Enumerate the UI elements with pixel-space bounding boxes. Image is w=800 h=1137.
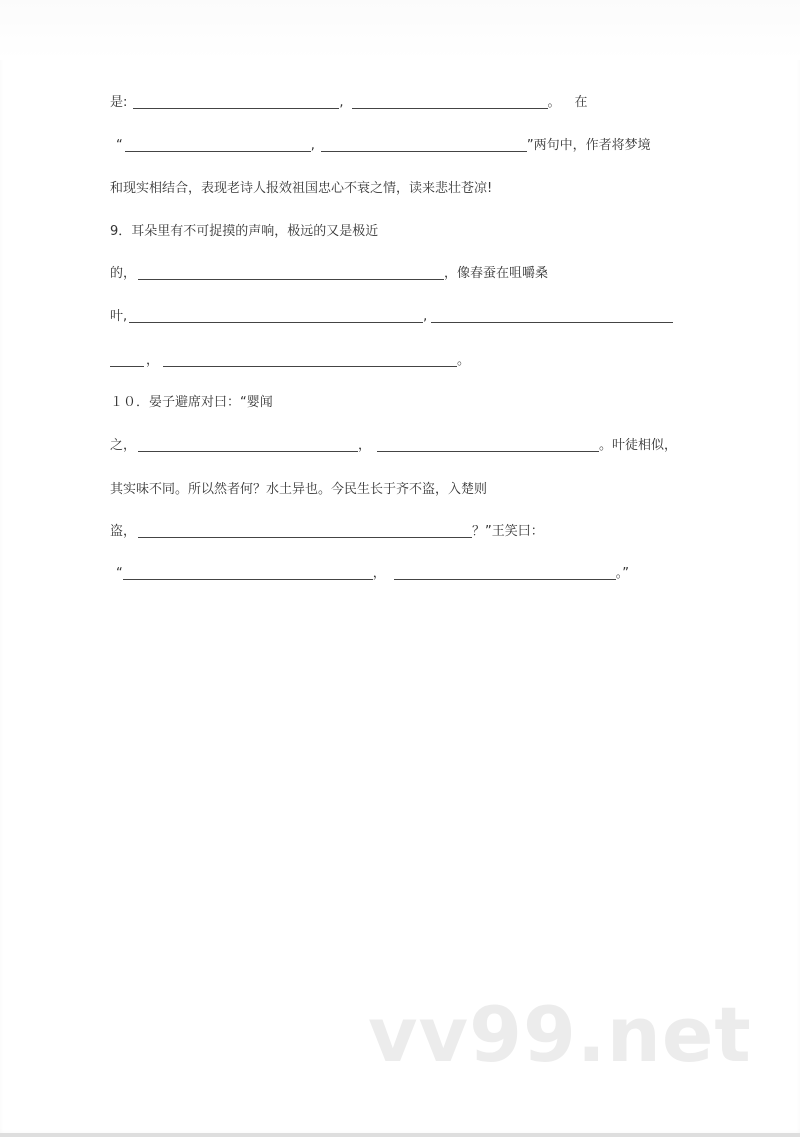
line-9-text-b: ，: [358, 438, 372, 453]
line-6-text-b: ,: [423, 309, 428, 324]
line-11-text-a: 盗，: [110, 524, 137, 539]
line-5-text-a: 的，: [110, 266, 137, 281]
line-3: [110, 180, 492, 198]
fill-blank: [110, 365, 144, 367]
fill-blank: [125, 150, 311, 152]
fill-blank: [377, 450, 599, 452]
fill-blank: [321, 150, 527, 152]
fill-blank: [352, 107, 548, 109]
fill-blank: [138, 450, 358, 452]
line-9: [110, 437, 677, 455]
line-12-text-b: ，: [372, 566, 386, 581]
line-11: [110, 523, 544, 541]
site-watermark: vv99.net: [368, 990, 752, 1079]
line-2-text-b: ,: [310, 138, 315, 153]
fill-blank: [123, 578, 373, 580]
line-7: [110, 352, 470, 370]
line-11-text-b: ？”王笑曰：: [472, 524, 544, 539]
line-6: [110, 308, 673, 326]
line-1-text-b: ,: [339, 95, 344, 110]
fill-blank: [138, 536, 472, 538]
line-6-text-a: 叶,: [110, 309, 128, 324]
line-4: [110, 223, 378, 241]
fill-blank: [431, 321, 673, 323]
line-9-text-a: 之，: [110, 438, 137, 453]
line-1-text-c: 。: [547, 95, 561, 110]
page-bottom-edge: [0, 1133, 800, 1137]
line-12-text-c: 。”: [615, 566, 630, 581]
line-5-text-b: ，像春蚕在咀嚼桑: [444, 266, 549, 281]
fill-blank: [138, 278, 444, 280]
fill-blank: [163, 365, 457, 367]
fill-blank: [133, 107, 339, 109]
line-12: [110, 565, 629, 583]
line-5: [110, 265, 548, 283]
line-8: [110, 394, 273, 412]
line-1-text-d: 在: [574, 95, 588, 110]
line-2: [110, 137, 651, 155]
line-10-text-a: 其实味不同。所以然者何？水土异也。今民生长于齐不盗，入楚则: [110, 482, 488, 497]
line-1: [110, 94, 588, 112]
line-7-text-b: 。: [457, 353, 471, 368]
line-1-text-a: 是:: [110, 95, 128, 110]
question-9-text: 9．耳朵里有不可捉摸的声响，极远的又是极近: [110, 224, 379, 239]
line-7-text-a: ，: [146, 353, 160, 368]
fill-blank: [394, 578, 616, 580]
line-10: [110, 481, 487, 499]
fill-blank: [129, 321, 423, 323]
question-10-text: １０．晏子避席对曰：“婴闻: [110, 395, 273, 410]
line-2-text-a: “: [116, 138, 123, 153]
line-9-text-c: 。叶徒相似，: [599, 438, 678, 453]
line-12-text-a: “: [116, 566, 123, 581]
page-top-shade: [0, 0, 800, 60]
line-3-text-a: 和现实相结合，表现老诗人报效祖国忠心不衰之情，读来悲壮苍凉!: [110, 181, 493, 196]
line-2-text-c: ”两句中，作者将梦境: [526, 138, 651, 153]
